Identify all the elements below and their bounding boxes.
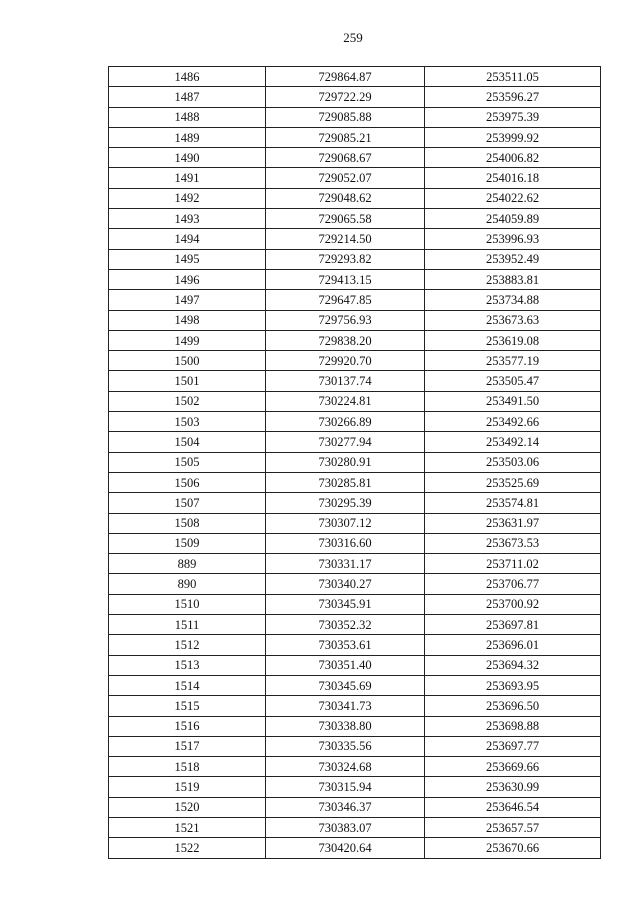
point-number-cell: 1519 [109,777,266,797]
point-number-cell: 1509 [109,533,266,553]
y-coordinate-cell: 253492.14 [425,432,601,452]
table-row [109,655,601,675]
y-coordinate-cell: 253673.53 [425,533,601,553]
x-coordinate-cell: 730224.81 [266,391,425,411]
point-number-cell: 1517 [109,736,266,756]
table-row [109,554,601,574]
x-coordinate-cell: 730331.17 [266,554,425,574]
table-row [109,209,601,229]
y-coordinate-cell: 253631.97 [425,513,601,533]
x-coordinate-cell: 730335.56 [266,736,425,756]
table-row [109,493,601,513]
x-coordinate-cell: 729756.93 [266,310,425,330]
x-coordinate-cell: 730285.81 [266,472,425,492]
table-row [109,391,601,411]
x-coordinate-cell: 730420.64 [266,838,425,858]
y-coordinate-cell: 253619.08 [425,330,601,350]
y-coordinate-cell: 253694.32 [425,655,601,675]
table-row [109,107,601,127]
x-coordinate-cell: 730137.74 [266,371,425,391]
x-coordinate-cell: 730383.07 [266,817,425,837]
table-row [109,371,601,391]
point-number-cell: 1513 [109,655,266,675]
point-number-cell: 1510 [109,594,266,614]
point-number-cell: 1497 [109,290,266,310]
x-coordinate-cell: 729920.70 [266,351,425,371]
x-coordinate-cell: 730346.37 [266,797,425,817]
point-number-cell: 1522 [109,838,266,858]
x-coordinate-cell: 729085.88 [266,107,425,127]
x-coordinate-cell: 730352.32 [266,615,425,635]
table-row [109,472,601,492]
y-coordinate-cell: 253952.49 [425,249,601,269]
table-row [109,716,601,736]
table-row [109,736,601,756]
point-number-cell: 890 [109,574,266,594]
table-row [109,351,601,371]
table-row [109,452,601,472]
point-number-cell: 1493 [109,209,266,229]
x-coordinate-cell: 730345.91 [266,594,425,614]
point-number-cell: 1508 [109,513,266,533]
y-coordinate-cell: 253700.92 [425,594,601,614]
table-row [109,87,601,107]
point-number-cell: 1520 [109,797,266,817]
x-coordinate-cell: 730324.68 [266,757,425,777]
point-number-cell: 1501 [109,371,266,391]
point-number-cell: 1500 [109,351,266,371]
point-number-cell: 1495 [109,249,266,269]
point-number-cell: 1506 [109,472,266,492]
point-number-cell: 1504 [109,432,266,452]
point-number-cell: 1492 [109,188,266,208]
x-coordinate-cell: 730341.73 [266,696,425,716]
x-coordinate-cell: 729085.21 [266,127,425,147]
table-row [109,635,601,655]
point-number-cell: 1487 [109,87,266,107]
table-row [109,127,601,147]
y-coordinate-cell: 253669.66 [425,757,601,777]
table-row [109,838,601,858]
table-row [109,817,601,837]
point-number-cell: 1516 [109,716,266,736]
x-coordinate-cell: 729838.20 [266,330,425,350]
y-coordinate-cell: 253697.81 [425,615,601,635]
x-coordinate-cell: 729052.07 [266,168,425,188]
y-coordinate-cell: 254022.62 [425,188,601,208]
y-coordinate-cell: 253711.02 [425,554,601,574]
point-number-cell: 1490 [109,148,266,168]
point-number-cell: 1496 [109,269,266,289]
x-coordinate-cell: 730295.39 [266,493,425,513]
y-coordinate-cell: 253693.95 [425,675,601,695]
x-coordinate-cell: 729864.87 [266,67,425,87]
point-number-cell: 1518 [109,757,266,777]
table-row [109,290,601,310]
y-coordinate-cell: 253505.47 [425,371,601,391]
x-coordinate-cell: 730345.69 [266,675,425,695]
x-coordinate-cell: 730340.27 [266,574,425,594]
y-coordinate-cell: 253574.81 [425,493,601,513]
table-row [109,148,601,168]
point-number-cell: 1494 [109,229,266,249]
y-coordinate-cell: 254006.82 [425,148,601,168]
y-coordinate-cell: 253596.27 [425,87,601,107]
point-number-cell: 1499 [109,330,266,350]
table-row [109,188,601,208]
table-row [109,797,601,817]
point-number-cell: 1521 [109,817,266,837]
y-coordinate-cell: 253996.93 [425,229,601,249]
point-number-cell: 1489 [109,127,266,147]
x-coordinate-cell: 730315.94 [266,777,425,797]
point-number-cell: 1514 [109,675,266,695]
point-number-cell: 1515 [109,696,266,716]
x-coordinate-cell: 729065.58 [266,209,425,229]
y-coordinate-cell: 253491.50 [425,391,601,411]
x-coordinate-cell: 729413.15 [266,269,425,289]
table-row [109,330,601,350]
x-coordinate-cell: 729647.85 [266,290,425,310]
table-row [109,432,601,452]
y-coordinate-cell: 253503.06 [425,452,601,472]
x-coordinate-cell: 730353.61 [266,635,425,655]
y-coordinate-cell: 253673.63 [425,310,601,330]
table-row [109,249,601,269]
point-number-cell: 1502 [109,391,266,411]
point-number-cell: 1491 [109,168,266,188]
y-coordinate-cell: 253670.66 [425,838,601,858]
point-number-cell: 1503 [109,412,266,432]
point-number-cell: 1486 [109,67,266,87]
table-row [109,757,601,777]
y-coordinate-cell: 253883.81 [425,269,601,289]
y-coordinate-cell: 253525.69 [425,472,601,492]
table-row [109,310,601,330]
y-coordinate-cell: 253734.88 [425,290,601,310]
y-coordinate-cell: 253999.92 [425,127,601,147]
x-coordinate-cell: 730280.91 [266,452,425,472]
y-coordinate-cell: 253630.99 [425,777,601,797]
y-coordinate-cell: 253697.77 [425,736,601,756]
table-row [109,574,601,594]
x-coordinate-cell: 729722.29 [266,87,425,107]
y-coordinate-cell: 254059.89 [425,209,601,229]
table-row [109,269,601,289]
x-coordinate-cell: 730266.89 [266,412,425,432]
y-coordinate-cell: 253698.88 [425,716,601,736]
coordinates-table [108,66,601,859]
y-coordinate-cell: 253696.01 [425,635,601,655]
table-row [109,513,601,533]
x-coordinate-cell: 729293.82 [266,249,425,269]
table-row [109,777,601,797]
table-row [109,615,601,635]
page-number: 259 [343,30,363,45]
x-coordinate-cell: 730316.60 [266,533,425,553]
table-row [109,675,601,695]
x-coordinate-cell: 730277.94 [266,432,425,452]
y-coordinate-cell: 254016.18 [425,168,601,188]
point-number-cell: 1512 [109,635,266,655]
point-number-cell: 889 [109,554,266,574]
point-number-cell: 1505 [109,452,266,472]
table-row [109,229,601,249]
y-coordinate-cell: 253696.50 [425,696,601,716]
x-coordinate-cell: 729068.67 [266,148,425,168]
y-coordinate-cell: 253706.77 [425,574,601,594]
x-coordinate-cell: 729048.62 [266,188,425,208]
y-coordinate-cell: 253577.19 [425,351,601,371]
point-number-cell: 1507 [109,493,266,513]
table-row [109,168,601,188]
y-coordinate-cell: 253511.05 [425,67,601,87]
y-coordinate-cell: 253492.66 [425,412,601,432]
table-row [109,696,601,716]
table-row [109,594,601,614]
table-row [109,533,601,553]
table-row [109,412,601,432]
point-number-cell: 1488 [109,107,266,127]
table-row [109,67,601,87]
y-coordinate-cell: 253975.39 [425,107,601,127]
x-coordinate-cell: 730307.12 [266,513,425,533]
x-coordinate-cell: 730351.40 [266,655,425,675]
x-coordinate-cell: 730338.80 [266,716,425,736]
x-coordinate-cell: 729214.50 [266,229,425,249]
y-coordinate-cell: 253646.54 [425,797,601,817]
point-number-cell: 1511 [109,615,266,635]
point-number-cell: 1498 [109,310,266,330]
coordinates-table-body [109,67,601,859]
y-coordinate-cell: 253657.57 [425,817,601,837]
